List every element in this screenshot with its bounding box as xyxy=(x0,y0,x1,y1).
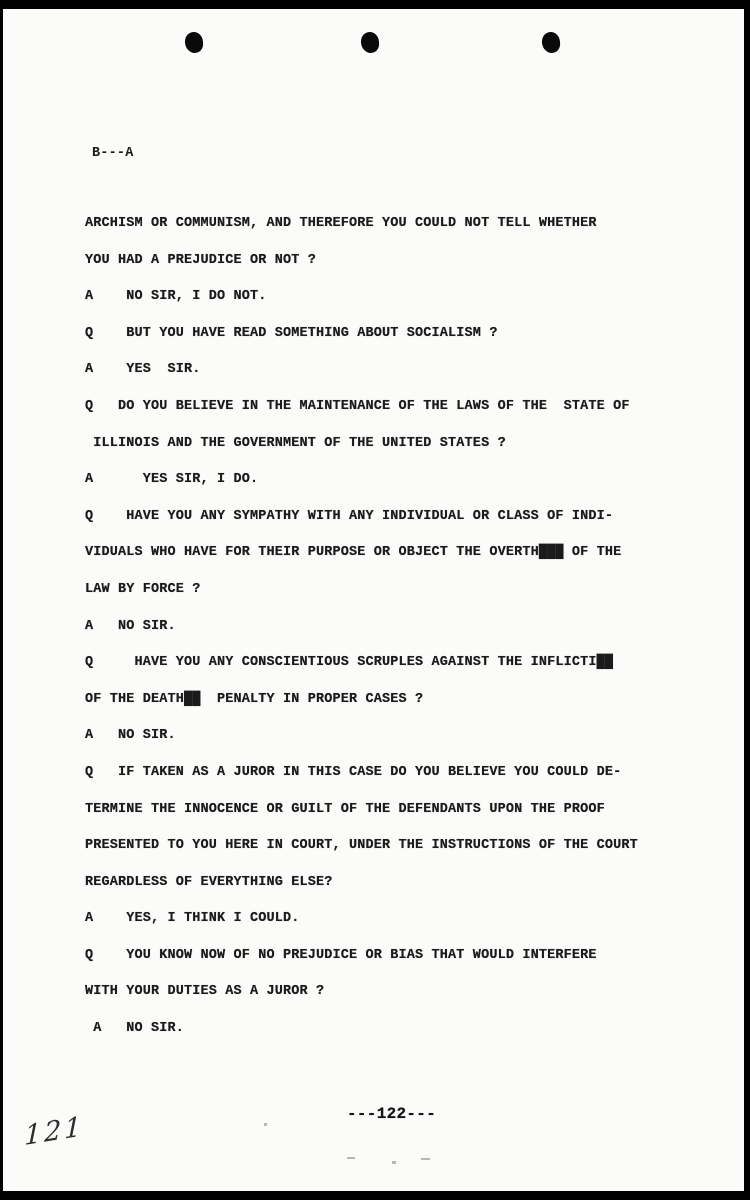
transcript-line: A YES SIR. xyxy=(85,362,201,378)
scan-edge-top xyxy=(0,0,750,9)
transcript-line: YOU HAD A PREJUDICE OR NOT ? xyxy=(85,252,317,268)
transcript-line: Q HAVE YOU ANY SYMPATHY WITH ANY INDIVIDUAL OR CLASS OF INDI- xyxy=(85,508,614,524)
transcript-line: PRESENTED TO YOU HERE IN COURT, UNDER THE INSTRUCTIONS OF THE COURT xyxy=(85,838,638,854)
transcript-line: ARCHISM OR COMMUNISM, AND THEREFORE YOU COULD NOT TELL WHETHER xyxy=(85,216,597,231)
transcript-line: A NO SIR. xyxy=(85,1021,185,1037)
transcript-line: LAW BY FORCE ? xyxy=(85,581,201,597)
scan-speck xyxy=(264,1123,267,1126)
scan-speck xyxy=(421,1158,430,1160)
transcript-line: ILLINOIS AND THE GOVERNMENT OF THE UNITED STATES ? xyxy=(85,435,506,451)
scan-speck xyxy=(347,1157,355,1159)
hole-punch-left xyxy=(184,31,204,54)
transcript-body xyxy=(85,206,725,1048)
transcript-line: Q YOU KNOW NOW OF NO PREJUDICE OR BIAS THAT WOULD INTERFERE xyxy=(85,947,597,963)
transcript-line: REGARDLESS OF EVERYTHING ELSE? xyxy=(85,874,333,890)
transcript-line: TERMINE THE INNOCENCE OR GUILT OF THE DEFENDANTS UPON THE PROOF xyxy=(85,801,605,817)
transcript-line: VIDUALS WHO HAVE FOR THEIR PURPOSE OR OBJECT THE OVERTH███ OF THE xyxy=(85,545,622,561)
transcript-line: Q BUT YOU HAVE READ SOMETHING ABOUT SOCIALISM ? xyxy=(85,325,498,341)
scan-edge-left xyxy=(0,0,3,1200)
typed-page-number: ---122--- xyxy=(347,1105,437,1123)
hole-punch-center xyxy=(360,31,380,54)
handwritten-page-number: 121 xyxy=(24,1111,85,1152)
document-label: B---A xyxy=(92,146,134,161)
transcript-line: A YES SIR, I DO. xyxy=(85,472,259,488)
transcript-line: A NO SIR, I DO NOT. xyxy=(85,289,267,305)
transcript-line: A NO SIR. xyxy=(85,618,176,634)
transcript-line: A NO SIR. xyxy=(85,728,176,744)
transcript-line: Q DO YOU BELIEVE IN THE MAINTENANCE OF THE LAWS OF THE STATE OF xyxy=(85,398,630,414)
hole-punch-right xyxy=(541,31,561,54)
scan-speck xyxy=(392,1161,396,1164)
scan-edge-bottom xyxy=(0,1191,750,1200)
transcript-line: OF THE DEATH██ PENALTY IN PROPER CASES ? xyxy=(85,691,424,707)
transcript-line: Q IF TAKEN AS A JUROR IN THIS CASE DO YOU BELIEVE YOU COULD DE- xyxy=(85,764,622,780)
transcript-line: A YES, I THINK I COULD. xyxy=(85,911,300,927)
transcript-line: WITH YOUR DUTIES AS A JUROR ? xyxy=(85,984,325,1000)
scan-edge-right xyxy=(744,0,750,1200)
transcript-line: Q HAVE YOU ANY CONSCIENTIOUS SCRUPLES AGAINST THE INFLICTI██ xyxy=(85,655,614,671)
